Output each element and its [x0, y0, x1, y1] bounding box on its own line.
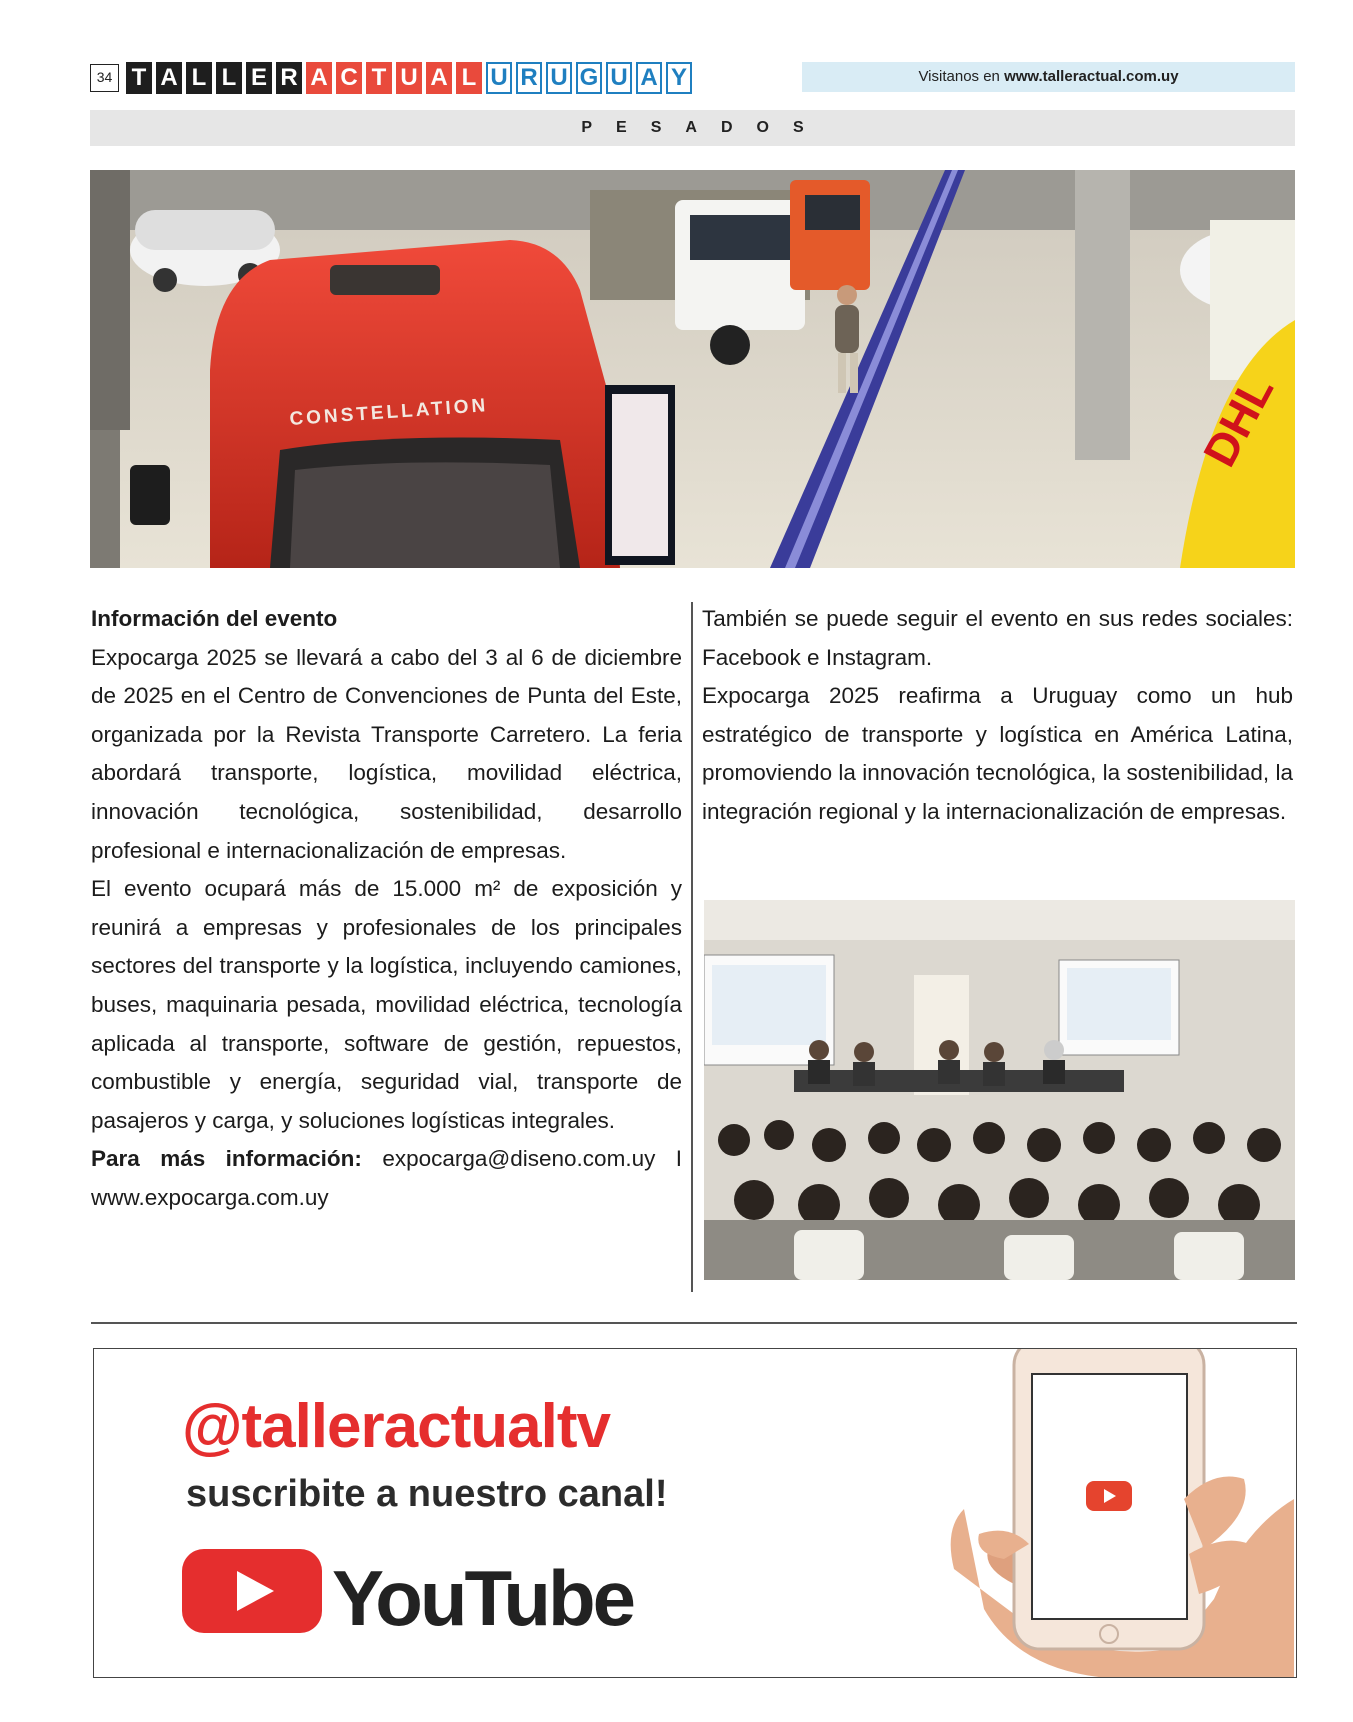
brand-letter: A: [156, 62, 182, 94]
brand-letter: T: [366, 62, 392, 94]
brand-letter: Y: [666, 62, 692, 94]
phone-in-hand: [914, 1349, 1294, 1678]
visit-bar: [802, 62, 1295, 92]
truck-label: CONSTELLATION: [288, 395, 489, 430]
brand-letter: R: [276, 62, 302, 94]
brand-letter: E: [246, 62, 272, 94]
article-heading: Información del evento: [91, 606, 338, 631]
page-number: 34: [90, 64, 119, 92]
article-paragraph: El evento ocupará más de 15.000 m² de exposición y reunirá a empresas y profesionales de los principales sectores del transporte y la logística, incluyendo camiones, buses, maquinaria pesada, movilidad eléctrica, tecnología aplicada al transporte, software de gestión, repuestos, combustible y energía, seguridad vial, transporte de pasajeros y carga, y soluciones logísticas integrales.: [91, 876, 682, 1133]
youtube-logo[interactable]: [182, 1539, 642, 1639]
page-header: [90, 60, 1295, 96]
brand-letter: A: [636, 62, 662, 94]
contact-text[interactable]: expocarga@diseno.com.uy I www.expocarga.com.uy: [91, 1146, 682, 1210]
brand-letter: L: [216, 62, 242, 94]
brand-letter: T: [126, 62, 152, 94]
brand-letter: A: [426, 62, 452, 94]
conference-illustration: [704, 900, 1295, 1280]
brand-letter: G: [576, 62, 602, 94]
brand-letter: U: [606, 62, 632, 94]
youtube-play-icon: [182, 1539, 642, 1639]
hero-photo-expo-trucks: [90, 170, 1295, 568]
visit-prefix: Visitanos en: [918, 68, 1005, 85]
brand-letter: R: [516, 62, 542, 94]
banner-label: DHL: [1192, 366, 1284, 475]
brand-letter: C: [336, 62, 362, 94]
brand-letter: U: [396, 62, 422, 94]
article-paragraph: Expocarga 2025 se llevará a cabo del 3 al 6 de diciembre de 2025 en el Centro de Convenciones de Punta del Este, organizada por la Revista Transporte Carretero. La feria abordará transporte, logística, movilidad eléctrica, innovación tecnológica, sostenibilidad, desarrollo profesional e internacionalización de empresas.: [91, 644, 682, 863]
section-divider: [91, 1322, 1297, 1324]
phone-illustration: [914, 1349, 1294, 1678]
brand-letter: A: [306, 62, 332, 94]
visit-url-link[interactable]: www.talleractual.com.uy: [1004, 68, 1179, 85]
column-divider: [691, 602, 693, 1292]
contact-label: Para más información:: [91, 1146, 362, 1172]
youtube-wordmark: YouTube: [332, 1554, 634, 1639]
ad-handle: @talleractualtv: [182, 1392, 610, 1461]
brand-letter: U: [486, 62, 512, 94]
hero-illustration: [90, 170, 1295, 568]
section-title: PESADOS: [90, 110, 1295, 146]
article-paragraph: También se puede seguir el evento en sus redes sociales: Facebook e Instagram.: [702, 606, 1293, 670]
brand-letter: U: [546, 62, 572, 94]
article-left-column: [91, 600, 682, 1218]
conference-photo: [704, 900, 1295, 1280]
youtube-ad[interactable]: [93, 1348, 1297, 1678]
brand-logo: [126, 62, 692, 94]
brand-letter: L: [186, 62, 212, 94]
ad-tagline: suscribite a nuestro canal!: [186, 1473, 668, 1515]
brand-letter: L: [456, 62, 482, 94]
article-paragraph: Expocarga 2025 reafirma a Uruguay como un hub estratégico de transporte y logística en América Latina, promoviendo la innovación tecnológica, la sostenibilidad, la integración regional y la internacionalización de empresas.: [702, 683, 1293, 824]
article-right-column: [702, 600, 1293, 832]
contact-info: [91, 1140, 682, 1217]
